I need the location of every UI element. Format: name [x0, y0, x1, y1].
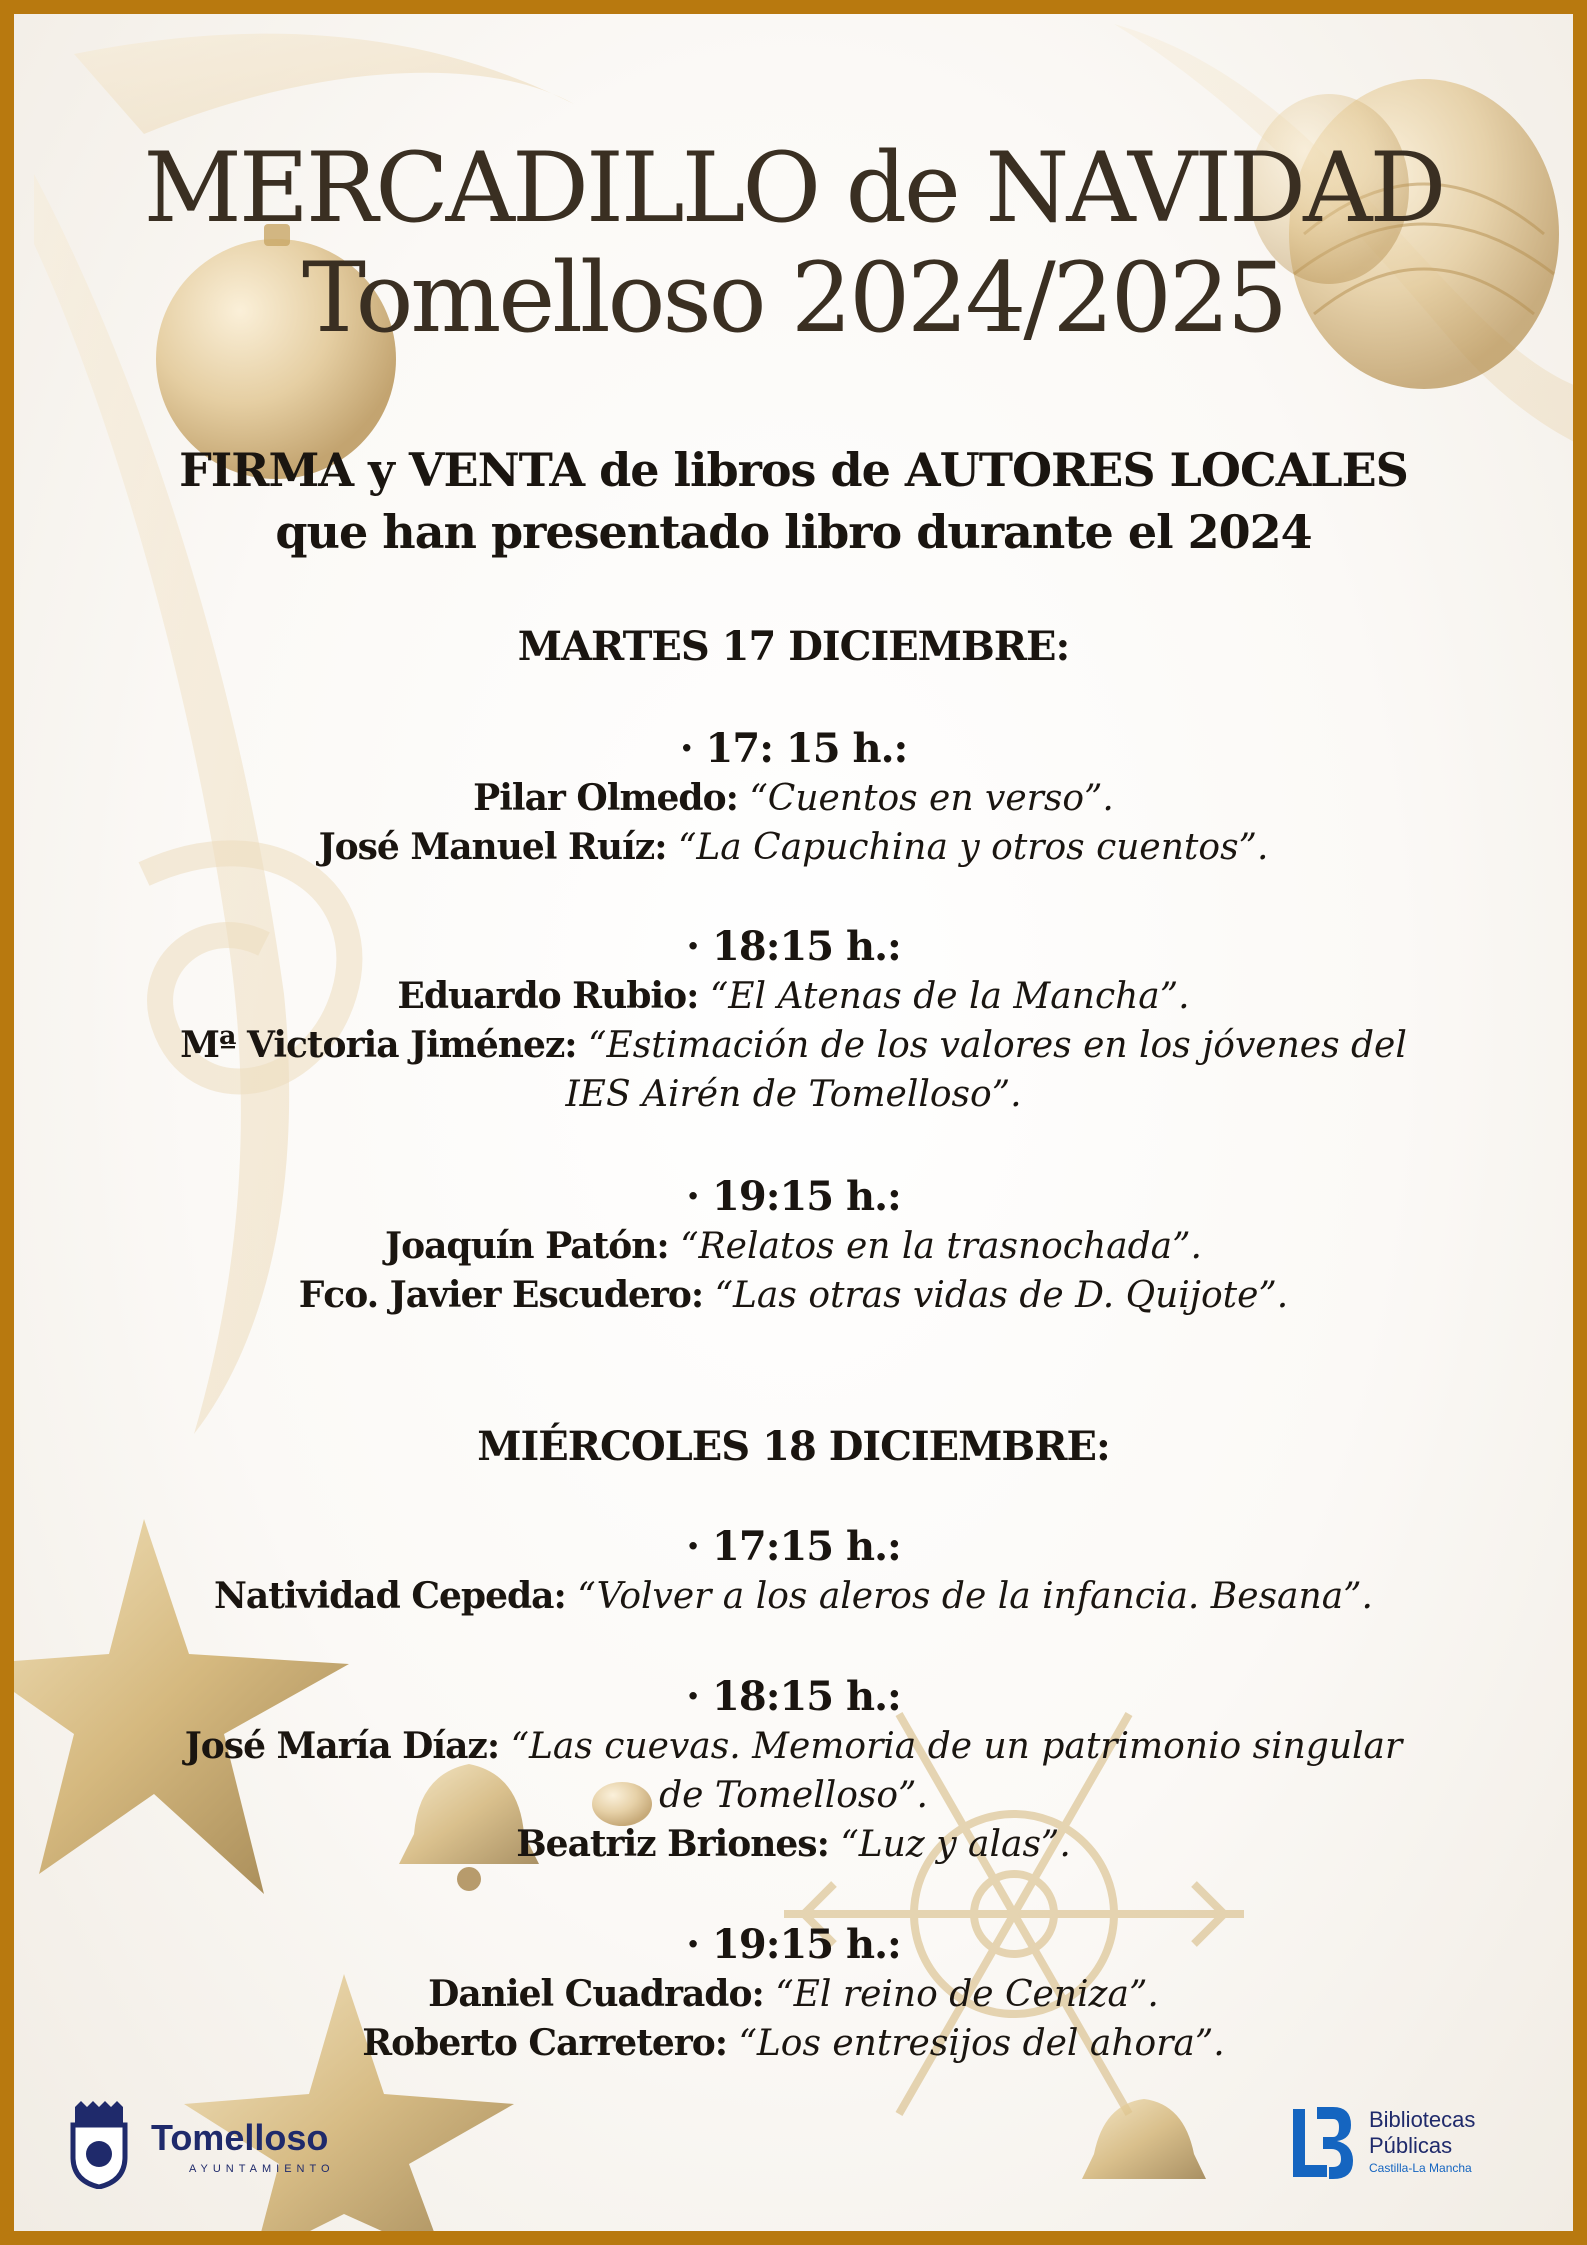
entry-book: “Estimación de los valores en los jóvenes del IES Airén de Tomelloso”.: [565, 1025, 1407, 1115]
entry-author: Joaquín Patón:: [385, 1225, 669, 1267]
entry: [164, 1722, 1423, 1820]
entry-book: “La Capuchina y otros cuentos”.: [677, 827, 1269, 868]
entry-book: “El Atenas de la Mancha”.: [709, 976, 1190, 1017]
slot-time: · 18:15 h.:: [686, 923, 901, 970]
library-b-icon: [1289, 2099, 1359, 2189]
logo-sub: AYUNTAMIENTO: [189, 2163, 335, 2175]
time-slot: [164, 724, 1423, 872]
entry-book: “Las otras vidas de D. Quijote”.: [714, 1275, 1289, 1316]
entry-book: “Volver a los aleros de la infancia. Besana”.: [577, 1576, 1373, 1617]
slot-time: · 19:15 h.:: [686, 1173, 901, 1220]
slot-time: · 17: 15 h.:: [679, 725, 908, 772]
entry: [164, 2019, 1423, 2068]
entry-author: José Manuel Ruíz:: [318, 826, 667, 868]
entry-author: Beatriz Briones:: [516, 1823, 829, 1865]
slot-time: · 19:15 h.:: [686, 1921, 901, 1968]
entry-author: Pilar Olmedo:: [473, 777, 738, 819]
logo-line-3: Castilla-La Mancha: [1369, 2161, 1472, 2175]
bibliotecas-logo: [1289, 2099, 1549, 2189]
entry-book: “Relatos en la trasnochada”.: [680, 1226, 1202, 1267]
entry: [164, 774, 1423, 823]
entry: [164, 1970, 1423, 2019]
entry-author: Daniel Cuadrado:: [428, 1973, 764, 2015]
entry-author: Fco. Javier Escudero:: [298, 1274, 704, 1316]
entry-author: Roberto Carretero:: [362, 2022, 728, 2064]
time-slot: [164, 1672, 1423, 1869]
entry-author: José María Díaz:: [184, 1725, 500, 1767]
entry: [164, 972, 1423, 1021]
entry: [164, 1222, 1423, 1271]
logo-line-1: Bibliotecas: [1369, 2107, 1476, 2132]
poster-title: MERCADILLO de NAVIDAD: [143, 132, 1444, 244]
slot-time: · 17:15 h.:: [686, 1523, 901, 1570]
day-heading-tuesday: MARTES 17 DICIEMBRE:: [517, 623, 1070, 670]
poster-title-year: Tomelloso 2024/2025: [302, 242, 1285, 354]
subtitle-line-2: que han presentado libro durante el 2024: [275, 505, 1312, 559]
entry-author: Natividad Cepeda:: [214, 1575, 566, 1617]
entry: [164, 1820, 1423, 1869]
time-slot: [164, 1522, 1423, 1621]
tomelloso-logo: [69, 2099, 389, 2189]
entry-book: “Los entresijos del ahora”.: [738, 2023, 1225, 2064]
entry-book: “Cuentos en verso”.: [749, 778, 1114, 819]
entry-book: “Las cuevas. Memoria de un patrimonio singular de Tomelloso”.: [510, 1726, 1403, 1816]
day-heading-wednesday: MIÉRCOLES 18 DICIEMBRE:: [477, 1423, 1110, 1470]
ribbon-top: [74, 34, 574, 134]
subtitle-line-1: FIRMA y VENTA de libros de AUTORES LOCALES: [179, 443, 1408, 497]
logo-name: Tomelloso: [151, 2117, 329, 2158]
logo-line-2: Públicas: [1369, 2133, 1453, 2158]
coat-of-arms-icon: [69, 2099, 129, 2189]
entry: [164, 1271, 1423, 1320]
entry-author: Mª Victoria Jiménez:: [180, 1024, 577, 1066]
entry: [164, 1021, 1423, 1119]
entry-author: Eduardo Rubio:: [397, 975, 699, 1017]
entry-book: “Luz y alas”.: [840, 1824, 1071, 1865]
time-slot: [164, 1920, 1423, 2068]
entry: [164, 823, 1423, 872]
entry: [164, 1572, 1423, 1621]
entry-book: “El reino de Ceniza”.: [775, 1974, 1159, 2015]
time-slot: [164, 1172, 1423, 1320]
time-slot: [164, 922, 1423, 1119]
slot-time: · 18:15 h.:: [686, 1673, 901, 1720]
